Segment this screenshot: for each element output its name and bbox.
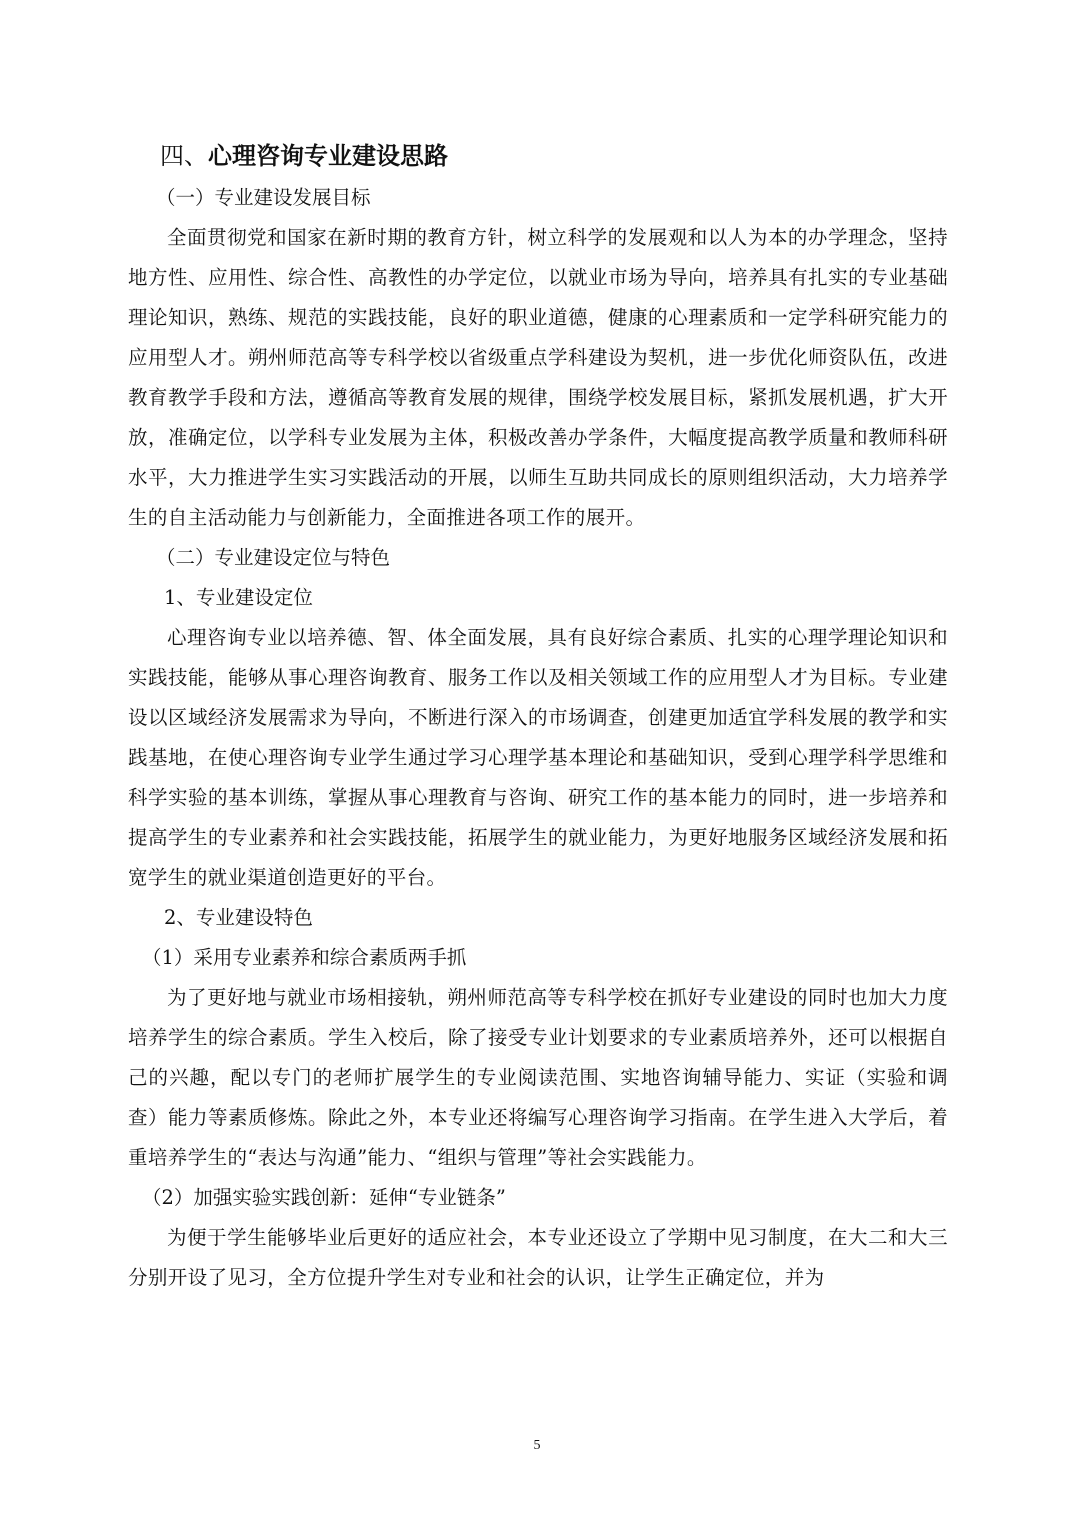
document-body [128,138,948,1298]
section-heading-number: 四、 [160,142,208,170]
subsection-title-positioning: （二）专业建设定位与特色 [156,546,391,569]
section-heading-title: 心理咨询专业建设思路 [208,141,448,170]
page-number: 5 [533,1438,541,1453]
subsection-title-features: 2、专业建设特色 [164,906,313,929]
section-heading [160,138,948,174]
item-title-1: （1）采用专业素养和综合素质两手抓 [142,946,467,969]
item-title-2: （2）加强实验实践创新：延伸“专业链条” [142,1186,506,1209]
paragraph-positioning: 心理咨询专业以培养德、智、体全面发展，具有良好综合素质、扎实的心理学理论知识和实践技能，能够从事心理咨询教育、服务工作以及相关领域工作的应用型人才为目标。专业建设以区域经济发展需求为导向，不断进行深入的市场调查，创建更加适宜学科发展的教学和实践基地，在使心理咨询专业学生通过学习心理学基本理论和基础知识，受到心理学科学思维和科学实验的基本训练，掌握从事心理教育与咨询、研究工作的基本能力的同时，进一步培养和提高学生的专业素养和社会实践技能，拓展学生的就业能力，为更好地服务区域经济发展和拓宽学生的就业渠道创造更好的平台。 [128,626,948,889]
subsection-title-goals: （一）专业建设发展目标 [156,186,371,209]
paragraph-item-1: 为了更好地与就业市场相接轨，朔州师范高等专科学校在抓好专业建设的同时也加大力度培养学生的综合素质。学生入校后，除了接受专业计划要求的专业素质培养外，还可以根据自己的兴趣，配以专门的老师扩展学生的专业阅读范围、实地咨询辅导能力、实证（实验和调查）能力等素质修炼。除此之外，本专业还将编写心理咨询学习指南。在学生进入大学后，着重培养学生的“表达与沟通”能力、“组织与管理”等社会实践能力。 [128,986,948,1169]
paragraph-goals: 全面贯彻党和国家在新时期的教育方针，树立科学的发展观和以人为本的办学理念，坚持地方性、应用性、综合性、高教性的办学定位，以就业市场为导向，培养具有扎实的专业基础理论知识，熟练、规范的实践技能，良好的职业道德，健康的心理素质和一定学科研究能力的应用型人才。朔州师范高等专科学校以省级重点学科建设为契机，进一步优化师资队伍，改进教育教学手段和方法，遵循高等教育发展的规律，围绕学校发展目标，紧抓发展机遇，扩大开放，准确定位，以学科专业发展为主体，积极改善办学条件，大幅度提高教学质量和教师科研水平，大力推进学生实习实践活动的开展，以师生互助共同成长的原则组织活动，大力培养学生的自主活动能力与创新能力，全面推进各项工作的展开。 [128,226,948,529]
subsection-title-positioning-1: 1、专业建设定位 [164,586,313,609]
paragraph-item-2: 为便于学生能够毕业后更好的适应社会，本专业还设立了学期中见习制度，在大二和大三分别开设了见习，全方位提升学生对专业和社会的认识，让学生正确定位，并为 [128,1226,948,1289]
